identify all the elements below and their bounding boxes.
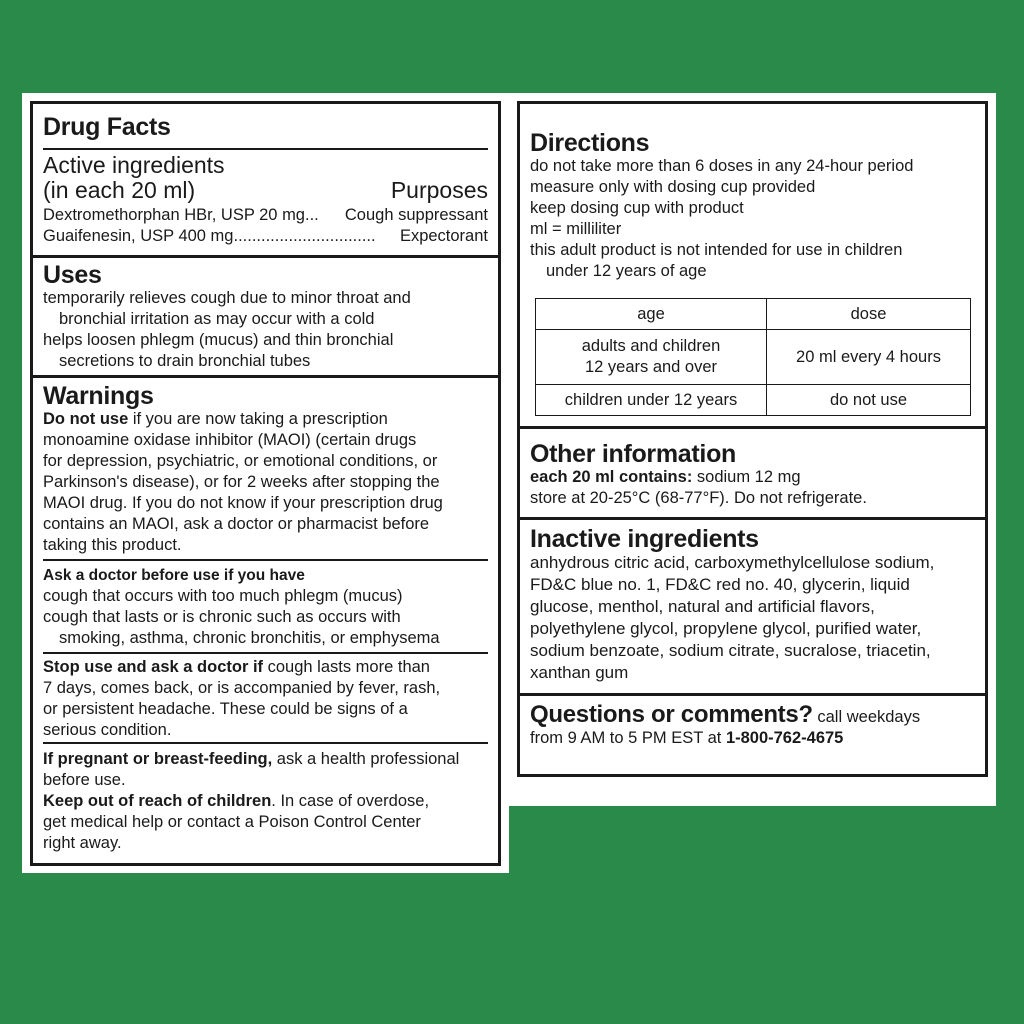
divider <box>33 375 498 378</box>
table-row: adults and children 12 years and over 20 ml every 4 hours <box>536 330 971 385</box>
table-row: children under 12 years do not use <box>536 385 971 416</box>
ingredient-row: Guaifenesin, USP 400 mg............................... Expectorant <box>43 227 488 245</box>
directions-section: Directions do not take more than 6 doses in any 24-hour period measure only with dosing cup provided keep dosing cup with product ml = milliliter this adult product is not intended for use in children under 12 years of age <box>520 130 985 282</box>
uses-title: Uses <box>43 261 102 289</box>
pregnant-section: If pregnant or breast-feeding, ask a health professional before use. Keep out of reach of children. In case of overdose, get medical help or contact a Poison Control Center right away. <box>43 750 460 852</box>
inactive-ingredients-title: Inactive ingredients <box>530 525 759 553</box>
table-header-dose: dose <box>767 299 971 330</box>
right-label-panel <box>509 93 996 806</box>
ingredient-row: Dextromethorphan HBr, USP 20 mg... Cough suppressant <box>43 206 488 224</box>
other-info-title: Other information <box>530 440 737 468</box>
drug-facts-section <box>33 114 498 140</box>
divider <box>520 693 985 696</box>
uses-section: Uses temporarily relieves cough due to minor throat and bronchial irritation as may occur with a cold helps loosen phlegm (mucus) and thin bronchial secretions to drain bronchial tubes <box>33 262 498 372</box>
divider <box>520 517 985 520</box>
right-facts-box <box>517 101 988 777</box>
questions-title: Questions or comments? <box>530 701 813 728</box>
divider <box>43 148 488 150</box>
active-ingredients-sub: (in each 20 ml) <box>43 177 196 203</box>
left-label-panel <box>22 93 509 873</box>
ask-doctor-section: Ask a doctor before use if you have cough that occurs with too much phlegm (mucus) cough that lasts or is chronic such as occurs with smoking, asthma, chronic bronchitis, or emphysema <box>33 565 498 649</box>
inactive-ingredients-section: Inactive ingredients anhydrous citric acid, carboxymethylcellulose sodium, FD&C blue no. 1, FD&C red no. 40, glycerin, liquid glucose, menthol, natural and artificial flavors, polyethylene glycol, propylene glycol, purified water, sodium benzoate, sodium citrate, sucralose, triacetin, xanthan gum <box>520 526 985 684</box>
warnings-title: Warnings <box>43 382 154 410</box>
other-info-section: Other information each 20 ml contains: sodium 12 mg store at 20-25°C (68-77°F). Do not refrigerate. <box>520 441 985 509</box>
divider <box>33 255 498 258</box>
drug-facts-title: Drug Facts <box>43 113 171 141</box>
divider <box>43 742 488 744</box>
table-header-age: age <box>536 299 767 330</box>
dosage-table <box>535 298 971 416</box>
active-ingredients-heading: Active ingredients <box>43 152 225 178</box>
phone-number: 1-800-762-4675 <box>725 729 844 747</box>
divider <box>43 559 488 561</box>
left-facts-box <box>30 101 501 866</box>
questions-section: Questions or comments? call weekdays from 9 AM to 5 PM EST at 1-800-762-4675 <box>530 701 921 747</box>
warnings-section: Warnings Do not use if you are now taking a prescription monoamine oxidase inhibitor (MAOI) (certain drugs for depression, psychiatric, or emotional conditions, or Parkinson's disease), or for 2 weeks after stopping the MAOI drug. If you do not know if your prescription drug contains an MAOI, ask a doctor or pharmacist before taking this product. <box>33 383 498 556</box>
stop-use-section: Stop use and ask a doctor if cough lasts more than 7 days, comes back, or is accompanied by fever, rash, or persistent headache. These could be signs of a serious condition. <box>43 658 441 739</box>
table-row <box>536 299 971 330</box>
divider <box>43 652 488 654</box>
directions-title: Directions <box>530 129 650 157</box>
ask-doctor-heading: Ask a doctor before use if you have <box>43 567 305 584</box>
purposes-heading: Purposes <box>390 177 488 203</box>
divider <box>520 426 985 429</box>
